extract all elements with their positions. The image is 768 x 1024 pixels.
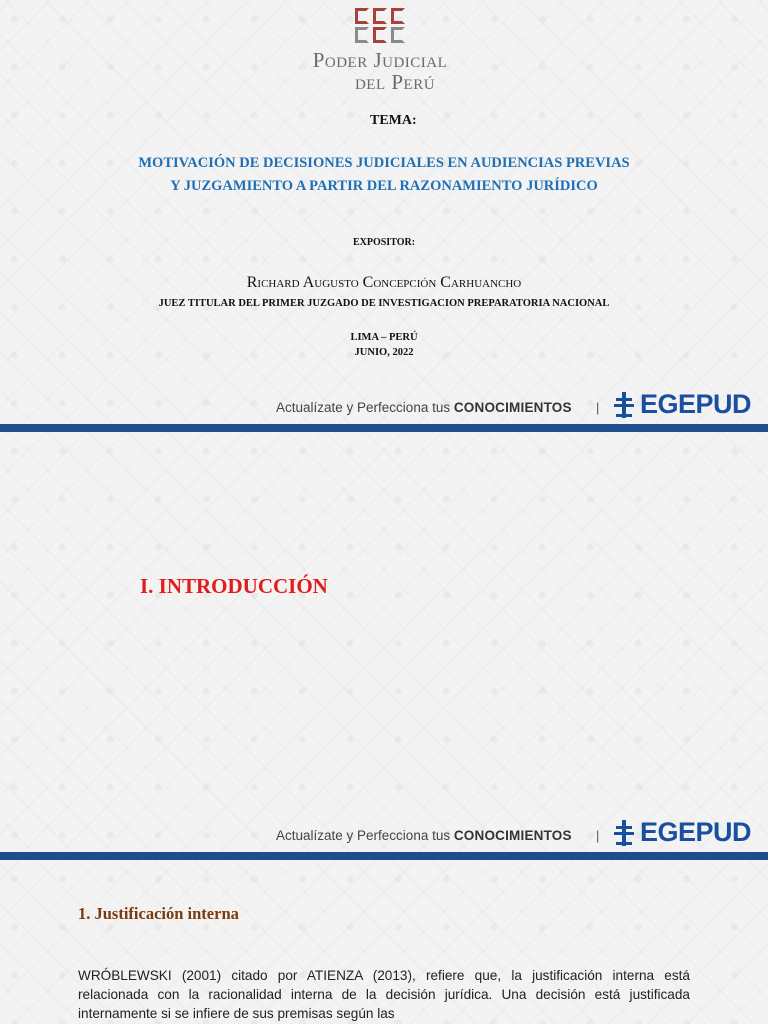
introduction-heading: I. INTRODUCCIÓN xyxy=(140,574,328,598)
egepud-logo xyxy=(612,390,762,418)
tagline-prefix: Actualízate y Perfecciona tus xyxy=(276,400,454,415)
title-slide xyxy=(0,0,768,432)
poder-judicial-emblem-icon xyxy=(355,8,405,43)
footer-tagline xyxy=(276,828,572,843)
egepud-brand-text: EGEPUD xyxy=(640,817,752,847)
footer-separator: | xyxy=(596,400,600,415)
tagline-prefix: Actualízate y Perfecciona tus xyxy=(276,828,454,843)
footer-bar xyxy=(0,424,768,432)
egepud-logo xyxy=(612,818,762,846)
justification-heading: 1. Justificación interna xyxy=(78,904,239,923)
footer-tagline xyxy=(276,400,572,415)
introduction-slide xyxy=(0,432,768,860)
location: LIMA – PERÚ xyxy=(350,332,418,343)
tema-label: TEMA: xyxy=(370,113,417,128)
egepud-emblem-icon xyxy=(612,390,638,420)
justification-paragraph: WRÓBLEWSKI (2001) citado por ATIENZA (2013), refiere que, la justificación interna está relacionada con la racionalidad interna de la decisión jurídica. Una decisión está justificada internamente si se infiere de sus premisas según las xyxy=(78,968,690,1021)
tagline-bold: CONOCIMIENTOS xyxy=(453,400,572,415)
egepud-emblem-icon xyxy=(612,818,638,848)
speaker-name: Richard Augusto Concepción Carhuancho xyxy=(246,274,522,291)
tagline-bold: CONOCIMIENTOS xyxy=(453,828,572,843)
speaker-role: JUEZ TITULAR DEL PRIMER JUZGADO DE INVESTIGACION PREPARATORIA NACIONAL xyxy=(158,298,610,309)
footer-bar xyxy=(0,852,768,860)
justification-slide xyxy=(0,860,768,1024)
date: JUNIO, 2022 xyxy=(354,347,414,358)
presentation-title-line1: MOTIVACIÓN DE DECISIONES JUDICIALES EN AUDIENCIAS PREVIAS xyxy=(138,155,630,171)
expositor-label: EXPOSITOR: xyxy=(352,237,416,248)
poder-judicial-logo xyxy=(300,8,460,93)
egepud-brand-text: EGEPUD xyxy=(640,389,752,419)
logo-line2: del Perú xyxy=(354,70,436,94)
footer-separator: | xyxy=(596,828,600,843)
presentation-title-line2: Y JUZGAMIENTO A PARTIR DEL RAZONAMIENTO JURÍDICO xyxy=(170,178,598,194)
logo-line1: Poder Judicial xyxy=(312,48,448,72)
